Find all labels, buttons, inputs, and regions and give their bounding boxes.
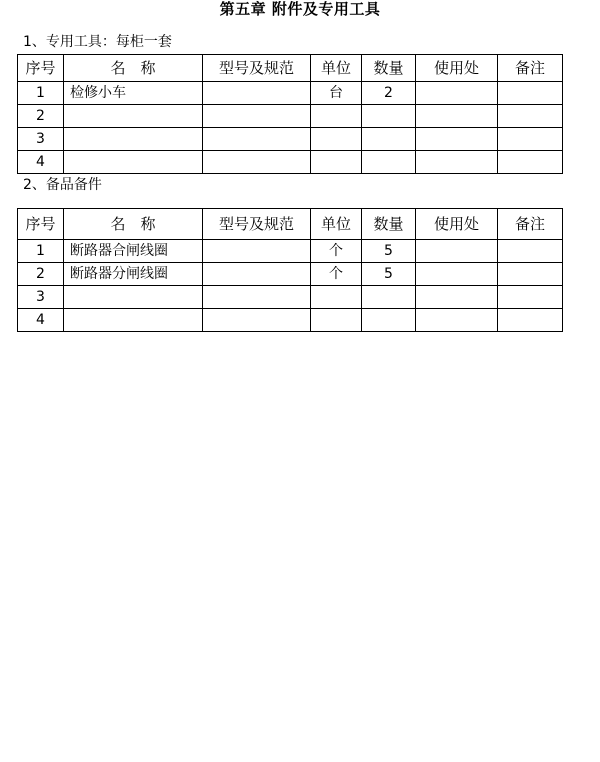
column-header-remark: 备注: [498, 209, 563, 240]
column-header-location: 使用处: [416, 209, 498, 240]
column-header-qty: 数量: [362, 55, 416, 82]
section-heading-spare-parts: 2、备品备件: [23, 177, 102, 193]
cell-qty: 5: [362, 240, 416, 263]
cell-location: [416, 286, 498, 309]
cell-qty: [362, 151, 416, 174]
table-row: [18, 82, 563, 105]
cell-name: 检修小车: [64, 82, 203, 105]
table-row: [18, 151, 563, 174]
cell-model: [203, 240, 311, 263]
cell-remark: [498, 240, 563, 263]
cell-model: [203, 82, 311, 105]
cell-location: [416, 151, 498, 174]
table-header-row: [18, 55, 563, 82]
cell-name: 断路器分闸线圈: [64, 263, 203, 286]
cell-unit: [311, 105, 362, 128]
table-row: [18, 286, 563, 309]
cell-name: [64, 105, 203, 128]
column-header-no: 序号: [18, 55, 64, 82]
table-row: [18, 105, 563, 128]
cell-name: 断路器合闸线圈: [64, 240, 203, 263]
column-header-qty: 数量: [362, 209, 416, 240]
cell-qty: [362, 105, 416, 128]
table-row: [18, 240, 563, 263]
cell-remark: [498, 151, 563, 174]
cell-remark: [498, 309, 563, 332]
cell-no: 3: [18, 286, 64, 309]
cell-model: [203, 128, 311, 151]
table-row: [18, 309, 563, 332]
cell-no: 1: [18, 82, 64, 105]
cell-qty: [362, 309, 416, 332]
column-header-name: 名 称: [64, 55, 203, 82]
column-header-location: 使用处: [416, 55, 498, 82]
cell-unit: [311, 151, 362, 174]
cell-remark: [498, 263, 563, 286]
cell-name: [64, 151, 203, 174]
cell-name: [64, 309, 203, 332]
cell-remark: [498, 128, 563, 151]
cell-qty: [362, 286, 416, 309]
table-header-row: [18, 209, 563, 240]
cell-unit: 台: [311, 82, 362, 105]
cell-model: [203, 286, 311, 309]
cell-model: [203, 263, 311, 286]
cell-qty: 2: [362, 82, 416, 105]
cell-no: 4: [18, 309, 64, 332]
column-header-name: 名 称: [64, 209, 203, 240]
cell-no: 4: [18, 151, 64, 174]
cell-location: [416, 263, 498, 286]
column-header-model: 型号及规范: [203, 55, 311, 82]
cell-no: 2: [18, 263, 64, 286]
cell-unit: 个: [311, 240, 362, 263]
cell-unit: [311, 309, 362, 332]
cell-name: [64, 128, 203, 151]
cell-no: 3: [18, 128, 64, 151]
column-header-unit: 单位: [311, 209, 362, 240]
cell-location: [416, 105, 498, 128]
section-heading-special-tools: 1、专用工具：每柜一套: [23, 34, 172, 50]
cell-qty: 5: [362, 263, 416, 286]
column-header-remark: 备注: [498, 55, 563, 82]
cell-location: [416, 128, 498, 151]
cell-unit: [311, 128, 362, 151]
special-tools-table: [17, 54, 563, 174]
column-header-model: 型号及规范: [203, 209, 311, 240]
table-row: [18, 128, 563, 151]
chapter-title: 第五章 附件及专用工具: [219, 0, 381, 18]
cell-remark: [498, 105, 563, 128]
cell-unit: 个: [311, 263, 362, 286]
cell-no: 2: [18, 105, 64, 128]
cell-location: [416, 240, 498, 263]
column-header-no: 序号: [18, 209, 64, 240]
cell-unit: [311, 286, 362, 309]
cell-location: [416, 309, 498, 332]
cell-qty: [362, 128, 416, 151]
cell-remark: [498, 82, 563, 105]
spare-parts-table: [17, 208, 563, 332]
cell-model: [203, 105, 311, 128]
cell-no: 1: [18, 240, 64, 263]
cell-model: [203, 309, 311, 332]
cell-remark: [498, 286, 563, 309]
table-row: [18, 263, 563, 286]
cell-name: [64, 286, 203, 309]
column-header-unit: 单位: [311, 55, 362, 82]
cell-location: [416, 82, 498, 105]
cell-model: [203, 151, 311, 174]
